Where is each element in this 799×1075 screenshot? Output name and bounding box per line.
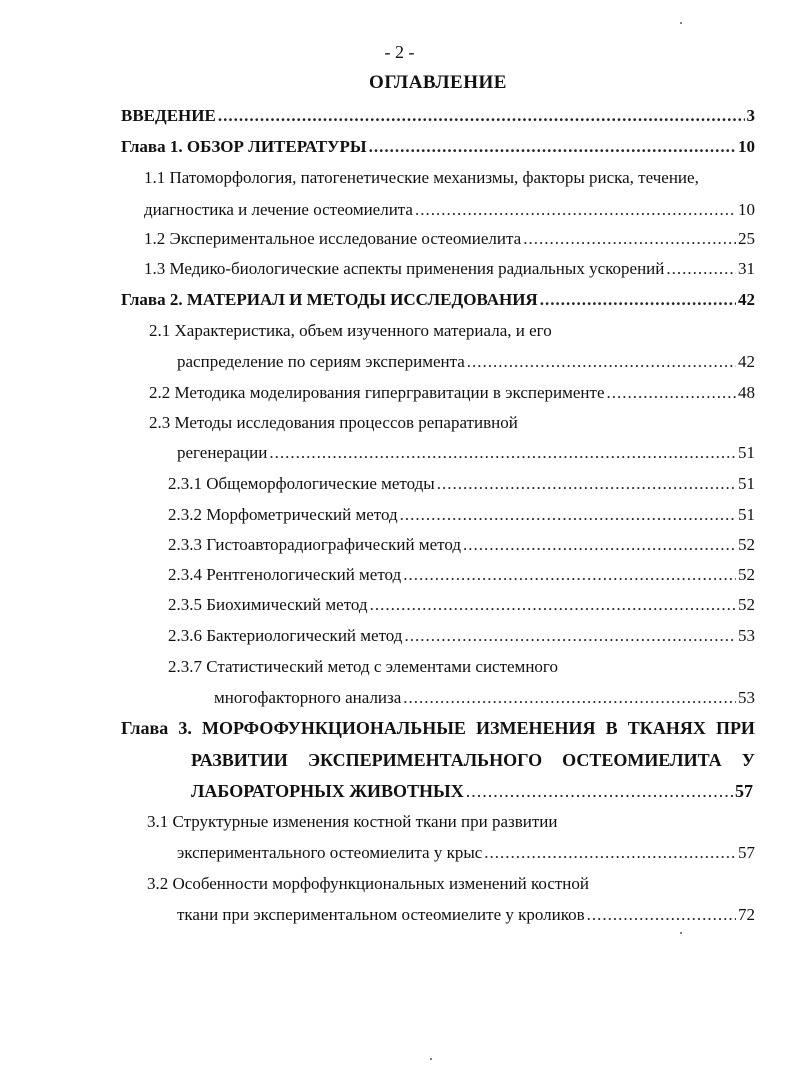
toc-entry-1-3[interactable]: [144, 257, 755, 281]
toc-entry-text: ЛАБОРАТОРНЫХ ЖИВОТНЫХ: [191, 781, 464, 801]
toc-entry-2-3-3[interactable]: [168, 533, 755, 557]
toc-page-number: 25: [738, 229, 755, 248]
toc-entry-3-2-line1[interactable]: 3.2 Особенности морфофункциональных изменений костной: [147, 874, 589, 893]
toc-page-number: 42: [738, 352, 755, 371]
heading-word: ПРИ: [715, 718, 755, 738]
dot-leader: [369, 135, 736, 159]
dot-leader: [467, 350, 736, 374]
toc-page-number: 51: [738, 443, 755, 462]
toc-page-number: 57: [735, 781, 753, 801]
dot-leader: [463, 533, 736, 557]
dot-leader: [666, 257, 736, 281]
dot-leader: [403, 563, 736, 587]
dot-leader: [437, 472, 736, 496]
toc-entry-2-3-1[interactable]: [168, 472, 755, 496]
scan-speck: [680, 932, 682, 934]
toc-entry-3-1-line2[interactable]: [177, 841, 755, 865]
toc-page-number: 53: [738, 688, 755, 707]
toc-entry-text: 1.3 Медико-биологические аспекты применения радиальных ускорений: [144, 259, 665, 278]
toc-entry-intro[interactable]: [121, 104, 755, 128]
dot-leader: [218, 104, 745, 128]
toc-entry-text: 2.3.6 Бактериологический метод: [168, 626, 403, 645]
toc-entry-2-1-line1[interactable]: 2.1 Характеристика, объем изученного материала, и его: [149, 321, 552, 340]
dot-leader: [607, 381, 736, 405]
toc-entry-text: 2.2 Методика моделирования гипергравитации в эксперименте: [149, 383, 605, 402]
heading-word: Глава: [121, 718, 169, 738]
toc-entry-text: 2.3.4 Рентгенологический метод: [168, 565, 402, 584]
dot-leader: [269, 441, 736, 465]
heading-word: В: [605, 718, 618, 738]
toc-entry-text: распределение по сериям эксперимента: [177, 352, 465, 371]
dot-leader: [403, 686, 736, 710]
toc-entry-text: 1.2 Экспериментальное исследование остеомиелита: [144, 229, 522, 248]
toc-page-number: 52: [738, 535, 755, 554]
toc-entry-2-3-6[interactable]: [168, 624, 755, 648]
dot-leader: [587, 903, 736, 927]
toc-entry-2-3-line2[interactable]: [177, 441, 755, 465]
dot-leader: [415, 198, 736, 222]
toc-entry-text: регенерации: [177, 443, 268, 462]
toc-entry-text: 2.3.1 Общеморфологические методы: [168, 474, 435, 493]
toc-entry-text: 2.3.2 Морфометрический метод: [168, 505, 398, 524]
toc-entry-2-3-5[interactable]: [168, 593, 755, 617]
scan-speck: [680, 22, 682, 24]
heading-word: РАЗВИТИИ: [191, 750, 288, 770]
toc-entry-chapter-1[interactable]: [121, 135, 755, 159]
toc-entry-text: экспериментального остеомиелита у крыс: [177, 843, 483, 862]
dot-leader: [466, 779, 733, 803]
toc-entry-2-1-line2[interactable]: [177, 350, 755, 374]
toc-page-number: 10: [738, 200, 755, 219]
dot-leader: [540, 288, 736, 312]
toc-entry-text: многофакторного анализа: [214, 688, 402, 707]
toc-page-number: 52: [738, 595, 755, 614]
toc-page-number: 51: [738, 505, 755, 524]
toc-page-number: 31: [738, 259, 755, 278]
toc-page-number: 51: [738, 474, 755, 493]
toc-entry-2-3-line1[interactable]: 2.3 Методы исследования процессов репаративной: [149, 413, 518, 432]
toc-entry-2-3-2[interactable]: [168, 503, 755, 527]
dot-leader: [523, 227, 736, 251]
heading-word: 3.: [178, 718, 192, 738]
toc-entry-text: Глава 2. МАТЕРИАЛ И МЕТОДЫ ИССЛЕДОВАНИЯ: [121, 290, 538, 309]
toc-entry-1-1-line2[interactable]: [144, 198, 755, 222]
toc-page-number: 48: [738, 383, 755, 402]
toc-entry-text: 2.3.5 Биохимический метод: [168, 595, 368, 614]
toc-entry-text: Глава 1. ОБЗОР ЛИТЕРАТУРЫ: [121, 137, 367, 156]
heading-word: ЭКСПЕРИМЕНТАЛЬНОГО: [307, 750, 543, 770]
toc-page-number: 3: [746, 106, 755, 125]
heading-word: МОРФОФУНКЦИОНАЛЬНЫЕ: [201, 718, 466, 738]
dot-leader: [404, 624, 736, 648]
toc-entry-1-2[interactable]: [144, 227, 755, 251]
scan-speck: [430, 1058, 432, 1060]
heading-word: ИЗМЕНЕНИЯ: [476, 718, 596, 738]
toc-page-number: 57: [738, 843, 755, 862]
toc-entry-text: ткани при экспериментальном остеомиелите у кроликов: [177, 905, 585, 924]
heading-word: ТКАНЯХ: [627, 718, 706, 738]
toc-entry-chapter-3-line1[interactable]: [121, 716, 755, 740]
toc-entry-1-1-line1[interactable]: 1.1 Патоморфология, патогенетические механизмы, факторы риска, течение,: [144, 168, 699, 187]
toc-page-number: 72: [738, 905, 755, 924]
toc-page-number: 42: [738, 290, 755, 309]
toc-entry-2-3-7-line2[interactable]: [214, 686, 755, 710]
toc-page-number: 53: [738, 626, 755, 645]
dot-leader: [400, 503, 736, 527]
toc-entry-3-2-line2[interactable]: [177, 903, 755, 927]
toc-entry-text: ВВЕДЕНИЕ: [121, 106, 216, 125]
dot-leader: [484, 841, 736, 865]
toc-entry-2-3-4[interactable]: [168, 563, 755, 587]
page-number: - 2 -: [384, 42, 415, 62]
toc-entry-2-3-7-line1[interactable]: 2.3.7 Статистический метод с элементами системного: [168, 657, 558, 676]
heading-word: ОСТЕОМИЕЛИТА: [562, 750, 722, 770]
toc-entry-chapter-2[interactable]: [121, 288, 755, 312]
toc-page-number: 10: [738, 137, 755, 156]
heading-word: У: [741, 750, 755, 770]
toc-title: ОГЛАВЛЕНИЕ: [369, 72, 507, 93]
toc-entry-text: 2.3.3 Гистоавторадиографический метод: [168, 535, 461, 554]
toc-entry-chapter-3-line3[interactable]: [191, 779, 753, 803]
toc-page-number: 52: [738, 565, 755, 584]
toc-entry-2-2[interactable]: [149, 381, 755, 405]
toc-entry-text: диагностика и лечение остеомиелита: [144, 200, 413, 219]
toc-entry-chapter-3-line2[interactable]: [191, 748, 755, 772]
dot-leader: [370, 593, 736, 617]
toc-entry-3-1-line1[interactable]: 3.1 Структурные изменения костной ткани при развитии: [147, 812, 558, 831]
